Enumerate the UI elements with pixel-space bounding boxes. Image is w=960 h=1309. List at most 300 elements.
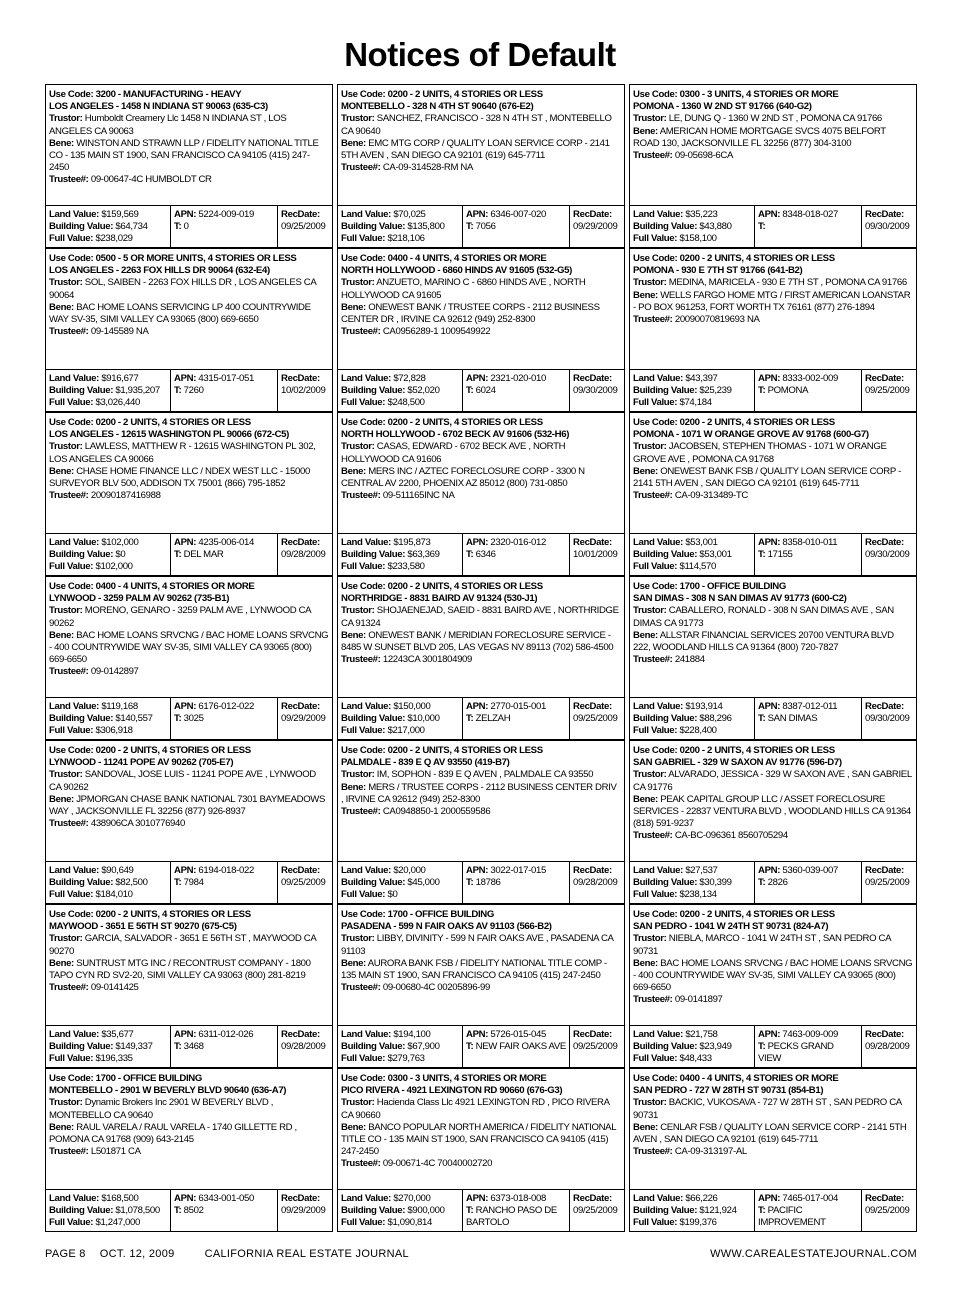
property-address: MAYWOOD - 3651 E 56TH ST 90270 (675-C5)	[49, 921, 237, 933]
full-label: Full Value:	[633, 397, 678, 408]
t-label: T:	[758, 385, 766, 396]
property-address: MONTEBELLO - 2901 W BEVERLY BLVD 90640 (636-A7)	[49, 1085, 287, 1097]
value-block	[630, 206, 755, 247]
notice-values	[337, 533, 625, 576]
full-value: $238,134	[677, 889, 717, 900]
apn-label: APN:	[174, 1193, 197, 1204]
land-label: Land Value:	[633, 1029, 683, 1040]
apn-block	[463, 862, 570, 903]
t-value: 3468	[181, 1041, 204, 1052]
recdate-value: 09/28/2009	[281, 1041, 326, 1052]
full-label: Full Value:	[341, 1053, 386, 1064]
recdate-block	[570, 370, 623, 411]
notice-record	[629, 412, 917, 576]
building-value: $0	[113, 549, 126, 560]
t-value: 17155	[765, 549, 793, 560]
notice-values	[337, 1025, 625, 1068]
land-label: Land Value:	[341, 1193, 391, 1204]
full-value: $238,029	[93, 233, 133, 244]
trustee-value: CA-09-313489-TC	[672, 490, 748, 502]
property-address: PALMDALE - 839 E Q AV 93550 (419-B7)	[341, 757, 510, 769]
recdate-block	[278, 1190, 331, 1231]
full-value: $228,400	[677, 725, 717, 736]
apn-value: 8387-012-011	[780, 701, 838, 712]
recdate-value: 09/28/2009	[281, 549, 326, 560]
use-code: Use Code: 0200 - 2 UNITS, 4 STORIES OR LESS	[633, 253, 835, 264]
t-label: T:	[174, 1041, 182, 1052]
t-label: T:	[466, 877, 474, 888]
notice-details	[629, 1068, 917, 1189]
recdate-label: RecDate:	[281, 373, 320, 384]
apn-value: 6373-018-008	[488, 1193, 546, 1204]
full-label: Full Value:	[633, 233, 678, 244]
building-value: $23,949	[697, 1041, 732, 1052]
building-value: $52,020	[405, 385, 440, 396]
bene-label: Bene:	[341, 629, 366, 641]
notice-values	[337, 861, 625, 904]
bene-value: ONEWEST BANK / TRUSTEE CORPS - 2112 BUSINESS CENTER DR , IRVINE CA 92612 (949) 252-8300	[341, 301, 600, 326]
apn-label: APN:	[174, 373, 197, 384]
land-label: Land Value:	[633, 537, 683, 548]
t-value: 3025	[181, 713, 204, 724]
value-block	[338, 370, 463, 411]
full-label: Full Value:	[633, 725, 678, 736]
building-value: $45,000	[405, 877, 440, 888]
trustor-value: IM, SOPHON - 839 E Q AVEN , PALMDALE CA 93550	[374, 769, 594, 781]
trustor-label: Trustor:	[341, 769, 375, 781]
use-code: Use Code: 0200 - 2 UNITS, 4 STORIES OR LESS	[633, 417, 835, 428]
apn-value: 5224-009-019	[196, 209, 254, 220]
use-code: Use Code: 0400 - 4 UNITS, 4 STORIES OR MORE	[341, 253, 547, 264]
land-value: $43,397	[683, 373, 718, 384]
bene-label: Bene:	[49, 465, 74, 477]
building-label: Building Value:	[633, 221, 698, 232]
building-value: $63,369	[405, 549, 440, 560]
apn-value: 5360-039-007	[780, 865, 838, 876]
recdate-block	[862, 1190, 915, 1231]
apn-label: APN:	[758, 1029, 781, 1040]
apn-value: 5726-015-045	[488, 1029, 546, 1040]
footer-left	[45, 1248, 409, 1260]
notice-details	[337, 84, 625, 205]
bene-label: Bene:	[633, 629, 658, 641]
land-value: $150,000	[391, 701, 431, 712]
t-label: T:	[758, 1205, 766, 1216]
property-address: POMONA - 930 E 7TH ST 91766 (641-B2)	[633, 265, 803, 277]
use-code: Use Code: 0200 - 2 UNITS, 4 STORIES OR LESS	[49, 909, 251, 920]
t-value: PECKS GRAND VIEW	[758, 1041, 834, 1064]
building-label: Building Value:	[633, 385, 698, 396]
t-label: T:	[174, 549, 182, 560]
apn-value: 2770-015-001	[488, 701, 546, 712]
trustor-value: NIEBLA, MARCO - 1041 W 24TH ST , SAN PEDRO CA 90731	[633, 933, 891, 957]
notice-values	[45, 369, 333, 412]
full-value: $279,763	[385, 1053, 425, 1064]
notice-details	[629, 248, 917, 369]
bene-value: PEAK CAPITAL GROUP LLC / ASSET FORECLOSURE SERVICES - 22837 VENTURA BLVD , WOODLAND HILLS CA 91364 (818) 591-9237	[633, 793, 911, 830]
notice-record	[337, 1068, 625, 1232]
full-label: Full Value:	[633, 1217, 678, 1228]
trustor-value: MEDINA, MARICELA - 930 E 7TH ST , POMONA CA 91766	[666, 277, 907, 289]
apn-value: 2321-020-010	[488, 373, 546, 384]
trustor-label: Trustor:	[633, 441, 667, 453]
land-label: Land Value:	[633, 373, 683, 384]
bene-value: BAC HOME LOANS SRVCNG / BAC HOME LOANS SRVCNG - 400 COUNTRYWIDE WAY SV-35, SIMI VALLEY CA 93065 (800) 669-6650	[633, 957, 913, 994]
trustor-value: CASAS, EDWARD - 6702 BECK AVE , NORTH HOLLYWOOD CA 91606	[341, 441, 566, 465]
notice-details	[629, 84, 917, 205]
full-value: $0	[385, 889, 398, 900]
trustee-label: Trustee#:	[49, 490, 89, 502]
bene-value: SUNTRUST MTG INC / RECONTRUST COMPANY - 1800 TAPO CYN RD SV2-20, SIMI VALLEY CA 93063 (800) 281-8219	[49, 957, 311, 982]
bene-label: Bene:	[341, 137, 366, 149]
t-value: 8502	[181, 1205, 204, 1216]
building-value: $1,078,500	[113, 1205, 160, 1216]
full-value: $48,433	[677, 1053, 712, 1064]
recdate-block	[862, 1026, 915, 1067]
trustor-label: Trustor:	[341, 605, 375, 617]
recdate-value: 09/29/2009	[573, 221, 618, 232]
apn-block	[171, 1026, 278, 1067]
notice-column	[45, 84, 333, 1232]
trustor-value: Hacienda Class Llc 4921 LEXINGTON RD , PICO RIVERA CA 90660	[341, 1097, 610, 1121]
apn-block	[171, 1190, 278, 1231]
apn-block	[171, 370, 278, 411]
recdate-block	[862, 370, 915, 411]
recdate-label: RecDate:	[865, 1029, 904, 1040]
apn-label: APN:	[466, 701, 489, 712]
trustee-label: Trustee#:	[633, 150, 673, 162]
recdate-block	[278, 206, 331, 247]
trustee-value: 09-145589 NA	[88, 326, 149, 338]
property-address: SAN PEDRO - 1041 W 24TH ST 90731 (824-A7)	[633, 921, 829, 933]
land-label: Land Value:	[49, 865, 99, 876]
recdate-label: RecDate:	[573, 373, 612, 384]
notice-values	[629, 861, 917, 904]
land-label: Land Value:	[341, 537, 391, 548]
use-code: Use Code: 3200 - MANUFACTURING - HEAVY	[49, 89, 242, 100]
full-label: Full Value:	[633, 561, 678, 572]
recdate-value: 09/25/2009	[865, 385, 910, 396]
recdate-label: RecDate:	[865, 1193, 904, 1204]
trustee-label: Trustee#:	[633, 1146, 673, 1158]
apn-label: APN:	[466, 373, 489, 384]
building-value: $82,500	[113, 877, 148, 888]
full-label: Full Value:	[633, 1053, 678, 1064]
apn-label: APN:	[466, 209, 489, 220]
notice-record	[629, 576, 917, 740]
bene-label: Bene:	[49, 137, 74, 149]
bene-label: Bene:	[341, 301, 366, 313]
full-label: Full Value:	[341, 397, 386, 408]
apn-block	[755, 1026, 862, 1067]
land-value: $70,025	[391, 209, 426, 220]
recdate-label: RecDate:	[865, 537, 904, 548]
website-link[interactable]: WWW.CAREALESTATEJOURNAL.COM	[710, 1248, 917, 1260]
use-code: Use Code: 1700 - OFFICE BUILDING	[49, 1073, 202, 1084]
building-value: $1,935,207	[113, 385, 160, 396]
land-value: $72,828	[391, 373, 426, 384]
notice-values	[629, 1025, 917, 1068]
recdate-value: 09/25/2009	[865, 1205, 910, 1216]
full-value: $196,335	[93, 1053, 133, 1064]
full-value: $158,100	[677, 233, 717, 244]
trustee-label: Trustee#:	[341, 326, 381, 338]
property-address: LOS ANGELES - 12615 WASHINGTON PL 90066 (672-C5)	[49, 429, 290, 441]
t-value: DEL MAR	[181, 549, 224, 560]
bene-label: Bene:	[49, 957, 74, 969]
building-label: Building Value:	[341, 1205, 406, 1216]
land-value: $35,223	[683, 209, 718, 220]
property-address: LOS ANGELES - 1458 N INDIANA ST 90063 (635-C3)	[49, 101, 268, 113]
building-label: Building Value:	[49, 877, 114, 888]
bene-label: Bene:	[633, 793, 658, 805]
property-address: POMONA - 1071 W ORANGE GROVE AV 91768 (600-G7)	[633, 429, 869, 441]
land-value: $270,000	[391, 1193, 431, 1204]
trustee-value: 09-05698-6CA	[672, 150, 734, 162]
notice-values	[337, 1189, 625, 1232]
bene-label: Bene:	[633, 465, 658, 477]
full-value: $102,000	[93, 561, 133, 572]
full-label: Full Value:	[49, 889, 94, 900]
notice-details	[629, 576, 917, 697]
recdate-value: 10/02/2009	[281, 385, 326, 396]
apn-value: 6343-001-050	[196, 1193, 254, 1204]
notice-column	[337, 84, 625, 1232]
full-label: Full Value:	[49, 397, 94, 408]
use-code: Use Code: 0200 - 2 UNITS, 4 STORIES OR LESS	[633, 909, 835, 920]
bene-value: CENLAR FSB / QUALITY LOAN SERVICE CORP - 2141 5TH AVEN , SAN DIEGO CA 92101 (619) 645-7711	[633, 1121, 907, 1146]
apn-block	[755, 206, 862, 247]
apn-block	[463, 206, 570, 247]
notice-record	[629, 84, 917, 248]
recdate-label: RecDate:	[281, 537, 320, 548]
apn-value: 7465-017-004	[780, 1193, 838, 1204]
trustor-label: Trustor:	[341, 277, 375, 289]
recdate-value: 09/30/2009	[573, 385, 618, 396]
trustee-value: CA-09-313197-AL	[672, 1146, 747, 1158]
trustee-label: Trustee#:	[49, 1146, 89, 1158]
recdate-block	[570, 862, 623, 903]
bene-value: CHASE HOME FINANCE LLC / NDEX WEST LLC - 15000 SURVEYOR BLV 500, ADDISON TX 75001 (866) 795-1852	[49, 465, 310, 490]
trustor-label: Trustor:	[633, 769, 667, 781]
full-label: Full Value:	[49, 1053, 94, 1064]
full-value: $306,918	[93, 725, 133, 736]
notice-values	[629, 369, 917, 412]
value-block	[630, 1026, 755, 1067]
trustee-value: L501871 CA	[88, 1146, 141, 1158]
bene-value: ONEWEST BANK / MERIDIAN FORECLOSURE SERVICE - 8485 W SUNSET BLVD 205, LAS VEGAS NV 89113 (702) 586-4500	[341, 629, 614, 654]
recdate-label: RecDate:	[573, 209, 612, 220]
use-code: Use Code: 0400 - 4 UNITS, 4 STORIES OR MORE	[49, 581, 255, 592]
recdate-value: 09/30/2009	[865, 713, 910, 724]
trustor-value: SANCHEZ, FRANCISCO - 328 N 4TH ST , MONTEBELLO CA 90640	[341, 113, 612, 137]
full-label: Full Value:	[341, 1217, 386, 1228]
bene-label: Bene:	[49, 793, 74, 805]
apn-block	[463, 1026, 570, 1067]
trustor-value: ALVARADO, JESSICA - 329 W SAXON AVE , SAN GABRIEL CA 91776	[633, 769, 912, 793]
trustee-label: Trustee#:	[49, 982, 89, 994]
trustee-label: Trustee#:	[341, 806, 381, 818]
full-label: Full Value:	[49, 561, 94, 572]
t-label: T:	[466, 385, 474, 396]
property-address: SAN GABRIEL - 329 W SAXON AV 91776 (596-D7)	[633, 757, 842, 769]
apn-block	[755, 698, 862, 739]
notice-values	[45, 1189, 333, 1232]
recdate-block	[278, 534, 331, 575]
trustee-label: Trustee#:	[49, 326, 89, 338]
trustee-value: 09-00680-4C 00205896-99	[380, 982, 490, 994]
apn-block	[463, 698, 570, 739]
building-label: Building Value:	[633, 1205, 698, 1216]
building-value: $121,924	[697, 1205, 737, 1216]
notice-details	[337, 904, 625, 1025]
building-label: Building Value:	[341, 713, 406, 724]
bene-label: Bene:	[341, 957, 366, 969]
value-block	[46, 1026, 171, 1067]
land-value: $119,168	[99, 701, 138, 712]
notice-details	[45, 412, 333, 533]
recdate-block	[278, 862, 331, 903]
trustor-label: Trustor:	[633, 1097, 667, 1109]
trustor-label: Trustor:	[49, 441, 83, 453]
notice-details	[337, 412, 625, 533]
trustor-label: Trustor:	[633, 933, 667, 945]
value-block	[630, 1190, 755, 1231]
recdate-block	[570, 534, 623, 575]
t-value: RANCHO PASO DE BARTOLO	[466, 1205, 557, 1228]
recdate-block	[570, 698, 623, 739]
use-code: Use Code: 0200 - 2 UNITS, 4 STORIES OR LESS	[633, 745, 835, 756]
trustor-label: Trustor:	[633, 277, 667, 289]
full-value: $233,580	[385, 561, 425, 572]
land-value: $27,537	[683, 865, 718, 876]
trustee-label: Trustee#:	[341, 982, 381, 994]
property-address: SAN DIMAS - 308 N SAN DIMAS AV 91773 (600-C2)	[633, 593, 847, 605]
bene-value: RAUL VARELA / RAUL VARELA - 1740 GILLETTE RD , POMONA CA 91768 (909) 643-2145	[49, 1121, 297, 1146]
land-label: Land Value:	[49, 1193, 99, 1204]
building-label: Building Value:	[49, 1041, 114, 1052]
trustee-value: 20090070819693 NA	[672, 314, 760, 326]
apn-value: 3022-017-015	[488, 865, 546, 876]
bene-value: AMERICAN HOME MORTGAGE SVCS 4075 BELFORT ROAD 130, JACKSONVILLE FL 32256 (877) 304-3100	[633, 125, 886, 149]
full-value: $248,500	[385, 397, 425, 408]
land-value: $21,758	[683, 1029, 718, 1040]
apn-block	[755, 862, 862, 903]
value-block	[630, 862, 755, 903]
value-block	[46, 534, 171, 575]
recdate-label: RecDate:	[573, 1193, 612, 1204]
notice-record	[337, 412, 625, 576]
building-label: Building Value:	[49, 385, 114, 396]
full-value: $217,000	[385, 725, 425, 736]
value-block	[46, 862, 171, 903]
apn-block	[463, 370, 570, 411]
notice-values	[629, 533, 917, 576]
trustee-label: Trustee#:	[633, 654, 673, 666]
building-value: $135,800	[405, 221, 445, 232]
recdate-block	[570, 206, 623, 247]
recdate-value: 09/29/2009	[281, 1205, 326, 1216]
land-value: $159,569	[99, 209, 139, 220]
trustee-label: Trustee#:	[633, 994, 673, 1006]
recdate-block	[862, 206, 915, 247]
building-label: Building Value:	[341, 877, 406, 888]
apn-block	[755, 370, 862, 411]
value-block	[338, 206, 463, 247]
land-label: Land Value:	[341, 865, 391, 876]
property-address: NORTH HOLLYWOOD - 6860 HINDS AV 91605 (532-G5)	[341, 265, 572, 277]
apn-block	[463, 534, 570, 575]
use-code: Use Code: 0400 - 4 UNITS, 4 STORIES OR MORE	[633, 1073, 839, 1084]
notice-details	[45, 576, 333, 697]
t-label: T:	[466, 1205, 474, 1216]
notice-record	[337, 248, 625, 412]
t-label: T:	[758, 877, 766, 888]
bene-label: Bene:	[49, 301, 74, 313]
t-label: T:	[174, 385, 182, 396]
t-value: SAN DIMAS	[765, 713, 818, 724]
bene-label: Bene:	[633, 1121, 658, 1133]
trustee-value: 12243CA 3001804909	[380, 654, 473, 666]
trustor-label: Trustor:	[633, 605, 667, 617]
trustor-label: Trustor:	[633, 113, 667, 125]
recdate-value: 10/01/2009	[573, 549, 618, 560]
property-address: POMONA - 1360 W 2ND ST 91766 (640-G2)	[633, 101, 812, 113]
recdate-value: 09/25/2009	[573, 713, 618, 724]
notice-record	[45, 84, 333, 248]
full-value: $1,090,814	[385, 1217, 432, 1228]
apn-value: 2320-016-012	[488, 537, 546, 548]
value-block	[630, 370, 755, 411]
bene-value: WINSTON AND STRAWN LLP / FIDELITY NATIONAL TITLE CO - 135 MAIN ST 1900, SAN FRANCISCO CA 94105 (415) 247-2450	[49, 137, 319, 174]
full-label: Full Value:	[341, 561, 386, 572]
trustor-label: Trustor:	[341, 933, 375, 945]
recdate-label: RecDate:	[573, 865, 612, 876]
bene-label: Bene:	[633, 125, 658, 137]
notice-values	[45, 205, 333, 248]
notice-column	[629, 84, 917, 1232]
full-value: $199,376	[677, 1217, 717, 1228]
land-label: Land Value:	[633, 209, 683, 220]
recdate-value: 09/25/2009	[573, 1041, 618, 1052]
notice-details	[337, 576, 625, 697]
apn-block	[171, 534, 278, 575]
recdate-block	[278, 698, 331, 739]
trustor-value: MORENO, GENARO - 3259 PALM AVE , LYNWOOD CA 90262	[49, 605, 311, 629]
trustor-label: Trustor:	[49, 277, 83, 289]
trustor-value: SHOJAENEJAD, SAEID - 8831 BAIRD AVE , NORTHRIDGE CA 91324	[341, 605, 619, 629]
full-label: Full Value:	[341, 725, 386, 736]
building-label: Building Value:	[341, 221, 406, 232]
recdate-block	[862, 534, 915, 575]
recdate-label: RecDate:	[281, 209, 320, 220]
apn-value: 8333-002-009	[780, 373, 838, 384]
recdate-value: 09/30/2009	[865, 221, 910, 232]
land-label: Land Value:	[49, 701, 99, 712]
full-value: $114,570	[677, 561, 716, 572]
bene-label: Bene:	[341, 1121, 366, 1133]
full-value: $74,184	[677, 397, 712, 408]
recdate-label: RecDate:	[573, 701, 612, 712]
apn-block	[755, 534, 862, 575]
recdate-label: RecDate:	[865, 701, 904, 712]
recdate-label: RecDate:	[865, 373, 904, 384]
bene-value: AURORA BANK FSB / FIDELITY NATIONAL TITLE COMP - 135 MAIN ST 1900, SAN FRANCISCO CA 94105 (415) 247-2450	[341, 957, 607, 982]
value-block	[338, 534, 463, 575]
trustor-label: Trustor:	[49, 113, 83, 125]
notice-values	[45, 1025, 333, 1068]
trustor-value: LIBBY, DIVINITY - 599 N FAIR OAKS AVE , PASADENA CA 91103	[341, 933, 614, 957]
